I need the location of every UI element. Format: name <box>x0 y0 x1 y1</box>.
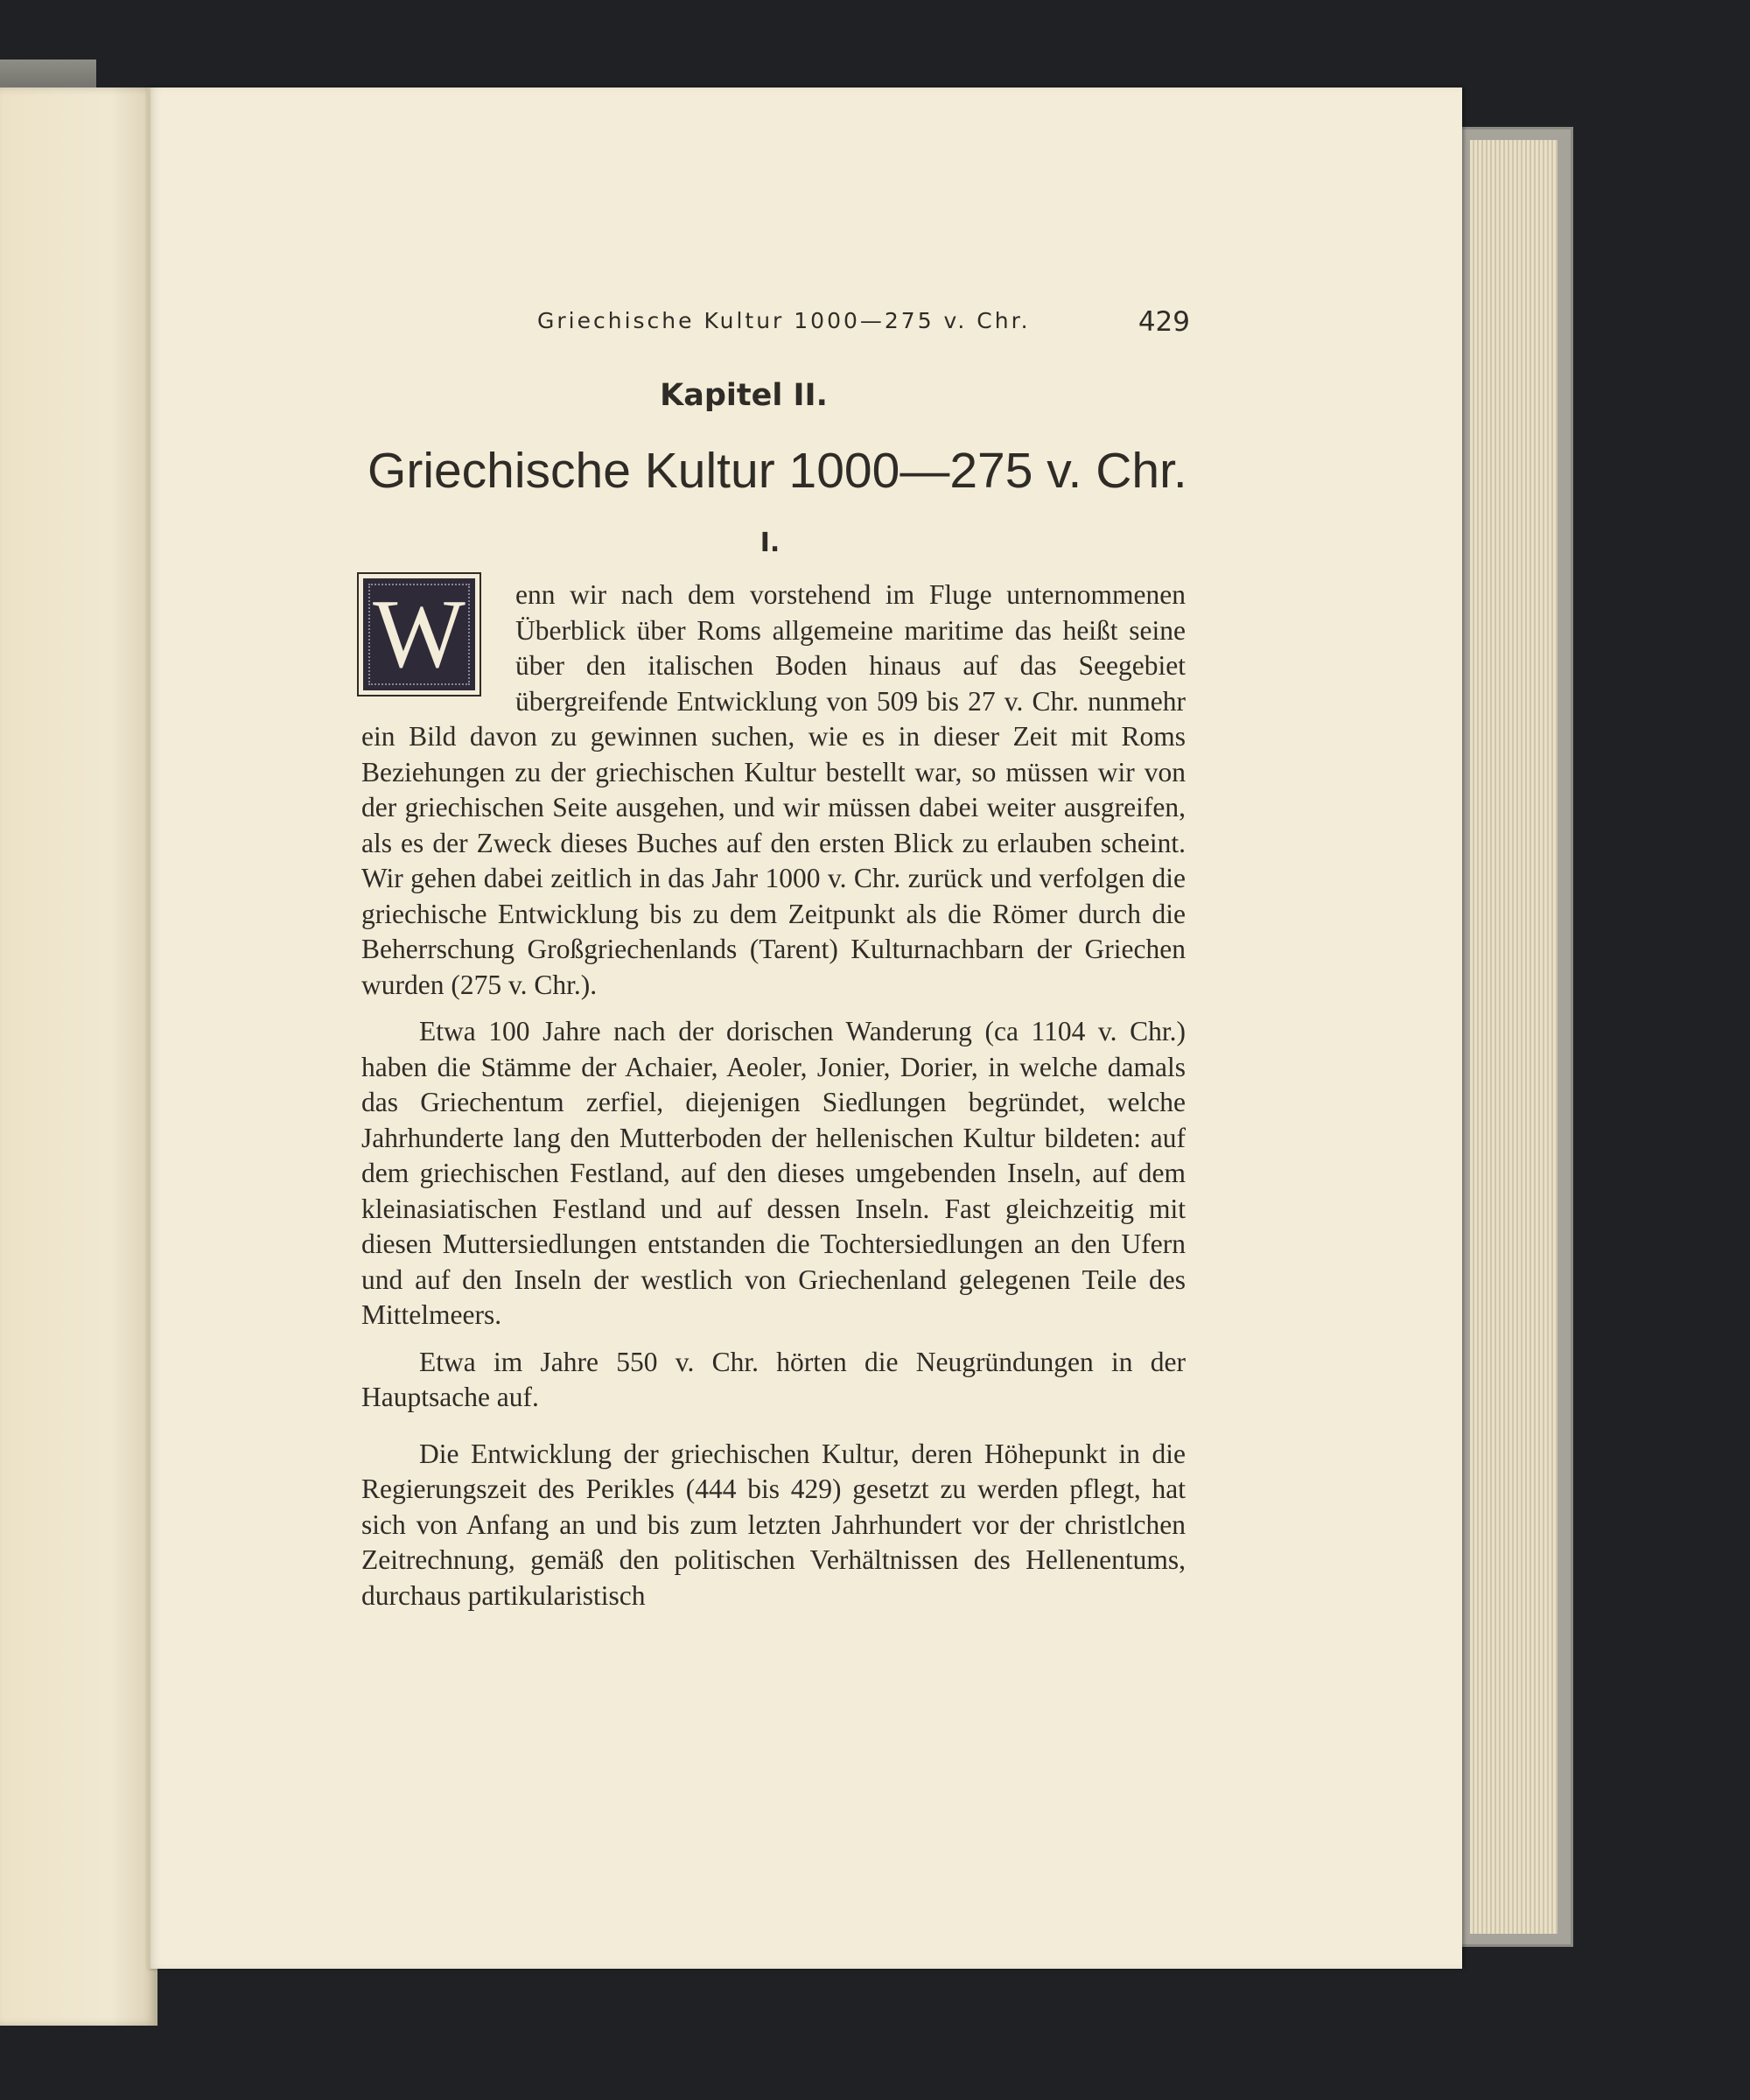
paragraph-1: enn wir nach dem vorstehend im Fluge unternommenen Überblick über Roms allgemeine maritime das heißt seine über den italischen Boden hinaus auf das Seegebiet übergreifende Entwicklung von 509 bis 27 v. Chr. nunmehr ein Bild davon zu gewinnen suchen, wie es in dieser Zeit mit Roms Beziehungen zu der griechischen Kultur bestellt war, so müssen wir von der griechischen Seite ausgehen, und wir müssen dabei weiter ausgreifen, als es der Zweck dieses Buches auf den ersten Blick zu erlauben scheint. Wir gehen dabei zeitlich in das Jahr 1000 v. Chr. zurück und verfolgen die griechische Entwicklung bis zu dem Zeitpunkt als die Römer durch die Beherrschung Großgriechenlands (Tarent) Kulturnachbarn der Griechen wurden (275 v. Chr.). <box>361 579 1186 1000</box>
running-head: Griechische Kultur 1000—275 v. Chr. <box>537 308 1031 333</box>
body-text <box>361 578 1186 1614</box>
paragraph-2: Etwa 100 Jahre nach der dorischen Wanderung (ca 1104 v. Chr.) haben die Stämme der Achaier, Aeoler, Jonier, Dorier, in welche damals das Griechentum zerfiel, diejenigen Siedlungen begründet, welche Jahrhunderte lang den Mutterboden der hellenischen Kultur bildeten: auf dem griechischen Festland, auf den dieses umgebenden Inseln, auf dem kleinasiatischen Festland und auf dessen Inseln. Fast gleichzeitig mit diesen Muttersiedlungen entstanden die Tochtersiedlungen an den Ufern und auf den Inseln der westlich von Griechenland gelegenen Teile des Mittelmeers. <box>361 1016 1186 1330</box>
chapter-label: Kapitel II. <box>660 378 828 413</box>
initial-spacer <box>361 578 515 718</box>
paragraph-4: Die Entwicklung der griechischen Kultur, deren Höhepunkt in die Regierungszeit des Perikles (444 bis 429) gesetzt zu werden pflegt, hat sich von Anfang an und bis zum letzten Jahrhundert vor der christlchen Zeitrechnung, gemäß den politischen Verhältnissen des Hellenentums, durchaus partikularistisch <box>361 1438 1186 1611</box>
section-number: I. <box>760 528 780 558</box>
left-page <box>0 88 158 2026</box>
page-number: 429 <box>1138 306 1190 338</box>
paragraph-3: Etwa im Jahre 550 v. Chr. hörten die Neugründungen in der Hauptsache auf. <box>361 1346 1186 1412</box>
chapter-title: Griechische Kultur 1000—275 v. Chr. <box>368 443 1187 499</box>
gutter <box>147 88 150 1969</box>
initial-letter: W <box>373 580 466 689</box>
page-block-edges <box>1470 140 1558 1934</box>
